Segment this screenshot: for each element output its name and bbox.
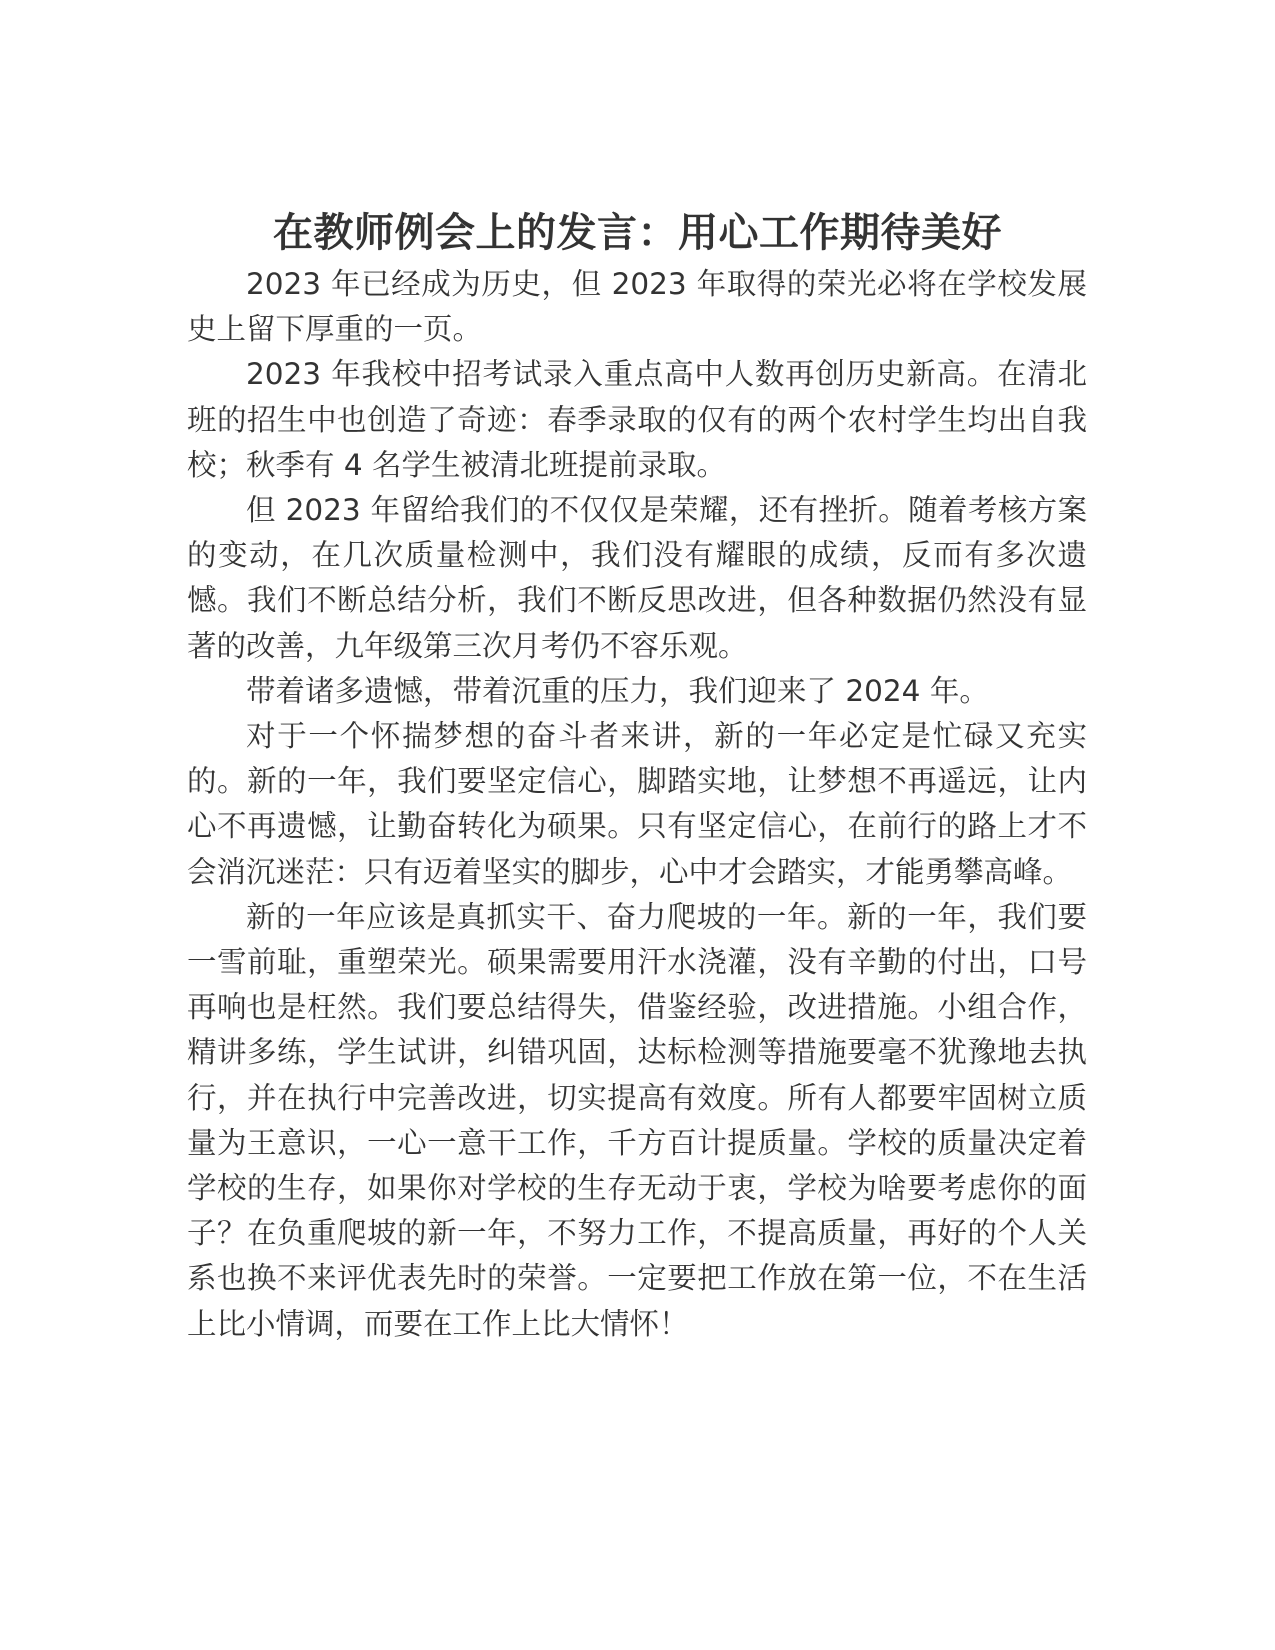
paragraph-6: 新的一年应该是真抓实干、奋力爬坡的一年。新的一年，我们要一雪前耻，重塑荣光。硕果需要用汗水浇灌，没有辛勤的付出，口号再响也是枉然。我们要总结得失，借鉴经验，改进措施。小组合作，精讲多练，学生试讲，纠错巩固，达标检测等措施要毫不犹豫地去执行，并在执行中完善改进，切实提高有效度。所有人都要牢固树立质量为王意识，一心一意干工作，千方百计提质量。学校的质量决定着学校的生存，如果你对学校的生存无动于衷，学校为啥要考虑你的面子？在负重爬坡的新一年，不努力工作，不提高质量，再好的个人关系也换不来评优表先时的荣誉。一定要把工作放在第一位，不在生活上比小情调，而要在工作上比大情怀！ — [187, 899, 1087, 1341]
page-title: 在教师例会上的发言：用心工作期待美好 — [273, 209, 1002, 256]
paragraph-5: 对于一个怀揣梦想的奋斗者来讲，新的一年必定是忙碌又充实的。新的一年，我们要坚定信心，脚踏实地，让梦想不再遥远，让内心不再遗憾，让勤奋转化为硕果。只有坚定信心，在前行的路上才不会消沉迷茫：只有迈着坚实的脚步，心中才会踏实，才能勇攀高峰。 — [187, 719, 1087, 889]
paragraph-1: 2023 年已经成为历史，但 2023 年取得的荣光必将在学校发展史上留下厚重的一页。 — [187, 267, 1087, 347]
document-body — [187, 262, 1087, 1347]
paragraph-2: 2023 年我校中招考试录入重点高中人数再创历史新高。在清北班的招生中也创造了奇迹：春季录取的仅有的两个农村学生均出自我校；秋季有 4 名学生被清北班提前录取。 — [187, 357, 1087, 482]
paragraph-4: 带着诸多遗憾，带着沉重的压力，我们迎来了 2024 年。 — [246, 673, 989, 708]
paragraph-3: 但 2023 年留给我们的不仅仅是荣耀，还有挫折。随着考核方案的变动，在几次质量检测中，我们没有耀眼的成绩，反而有多次遗憾。我们不断总结分析，我们不断反思改进，但各种数据仍然没有显著的改善，九年级第三次月考仍不容乐观。 — [187, 493, 1087, 663]
